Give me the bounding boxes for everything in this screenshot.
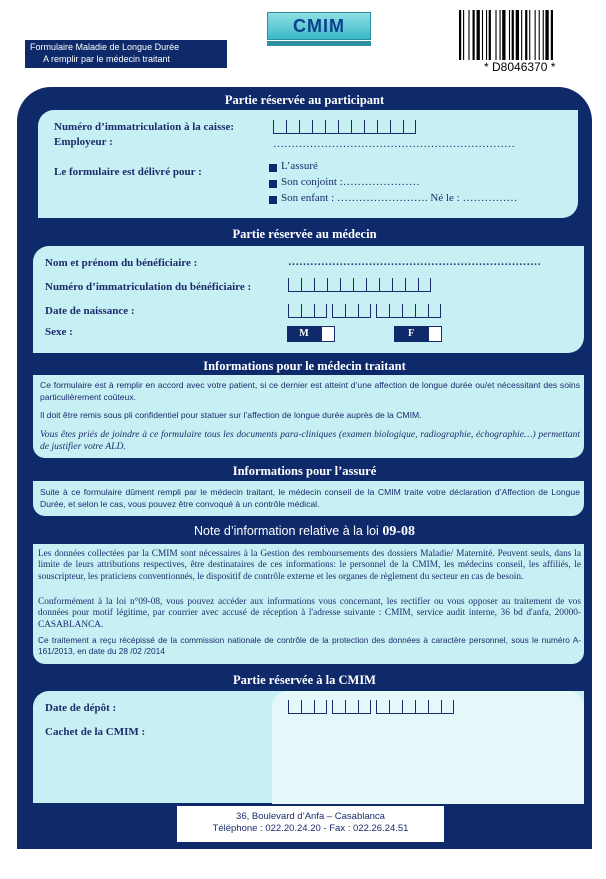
info-medecin-p2: Il doit être remis sous pli confidentiel pour statuer sur l’affection de longue durée auprès de la CMIM. [40, 410, 422, 420]
enfant-checkbox[interactable] [269, 196, 277, 204]
cachet-label: Cachet de la CMIM : [45, 726, 146, 738]
logo-text: CMIM [267, 12, 371, 40]
date-depot-field[interactable] [288, 700, 459, 714]
form-title-box [25, 40, 227, 68]
date-naissance-field[interactable] [288, 304, 446, 318]
footer-phone: Téléphone : 022.20.24.20 - Fax : 022.26.24.51 [212, 823, 409, 834]
sexe-m-option[interactable] [287, 326, 335, 342]
sexe-f-option[interactable] [394, 326, 442, 342]
info-medecin-p1: Ce formulaire est à remplir en accord avec votre patient, si ce dernier est atteint d’une affection de longue durée ou/et nécessitant des soins particulièrement coûteux. [40, 380, 580, 402]
info-medecin-p3: Vous êtes priés de joindre à ce formulaire tous les documents para-cliniques (examen biologique, radiographie, échographie…) permettant de justifier votre ALD. [40, 429, 580, 452]
cmim-section-title: Partie réservée à la CMIM [233, 673, 376, 687]
date-naissance-label: Date de naissance : [45, 305, 135, 317]
info-assure-p1: Suite à ce formulaire dûment rempli par le médecin traitant, le médecin conseil de la CMIM traite votre déclaration d’Affection de Longue Durée, et selon le cas, vous pouvez être convoqué à un contrôle médical. [40, 487, 580, 509]
loi-p3: Ce traitement a reçu récépissé de la commission nationale de contrôle de la protection des données à caractère personnel, sous le numéro A-161/2013, en date du 28 /02 /2014 [38, 635, 581, 657]
nom-beneficiaire-label: Nom et prénom du bénéficiaire : [45, 257, 198, 269]
sexe-m-label: M [287, 326, 321, 342]
immat-beneficiaire-field[interactable] [288, 278, 431, 292]
sexe-label: Sexe : [45, 326, 73, 338]
immat-beneficiaire-label: Numéro d’immatriculation du bénéficiaire : [45, 281, 252, 293]
loi-p2: Conformément à la loi n°09-08, vous pouvez accéder aux informations vous concernant, les rectifier ou vous opposer au traitement de vos données pour motif légitime, par courrier avec accusé de réception à l'adresse suivante : CMIM, service audit interne, 36 bd d'anfa, 20000-CASABLANCA. [38, 597, 581, 630]
delivre-label: Le formulaire est délivré pour : [54, 166, 202, 178]
enfant-option: Son enfant : ……………………. Né le : …………… [281, 192, 518, 204]
participant-section-title: Partie réservée au participant [224, 93, 385, 107]
sexe-f-label: F [394, 326, 428, 342]
conjoint-option: Son conjoint :………………… [281, 176, 420, 188]
form-title: Formulaire Maladie de Longue Durée [30, 42, 180, 52]
medecin-section-title: Partie réservée au médecin [232, 227, 377, 241]
date-depot-label: Date de dépôt : [45, 702, 117, 714]
immat-caisse-field[interactable] [273, 120, 416, 134]
loi-p1: Les données collectées par la CMIM sont nécessaires à la Gestion des remboursements des dossiers Maladie/ Maternité. Peuvent seuls, dans la limite de leurs attributions respectives, être destinataires de ces informations: le personnel de la CMIM, les médecins conseil, les affiliés, le souscripteur, les praticiens conventionnés, le dispositif de contrôle externe et les organes de règlement du secteur en cas de besoin. [38, 549, 581, 582]
employeur-field[interactable]: ………………………………………………………… [273, 138, 515, 150]
barcode [459, 10, 579, 60]
conjoint-checkbox[interactable] [269, 180, 277, 188]
immat-caisse-label: Numéro d’immatriculation à la caisse: [54, 121, 235, 133]
footer-address: 36, Boulevard d’Anfa – Casablanca [236, 811, 385, 822]
barcode-number: * D8046370 * [484, 60, 556, 74]
info-assure-title: Informations pour l’assuré [232, 464, 377, 478]
sexe-f-checkbox[interactable] [428, 326, 442, 342]
cmim-logo [267, 12, 371, 46]
assure-option: L’assuré [281, 160, 318, 172]
form-subtitle: A remplir par le médecin traitant [43, 54, 171, 64]
employeur-label: Employeur : [54, 136, 113, 148]
nom-beneficiaire-field[interactable]: …………………………………………………………… [288, 256, 541, 268]
loi-title-prefix: Note d’information relative à la loi [194, 524, 383, 538]
assure-checkbox[interactable] [269, 164, 277, 172]
footer-contact [177, 806, 444, 842]
info-medecin-title: Informations pour le médecin traitant [203, 359, 406, 373]
logo-underline [267, 41, 371, 46]
sexe-m-checkbox[interactable] [321, 326, 335, 342]
loi-number: 09-08 [382, 524, 415, 539]
loi-title [17, 524, 592, 540]
